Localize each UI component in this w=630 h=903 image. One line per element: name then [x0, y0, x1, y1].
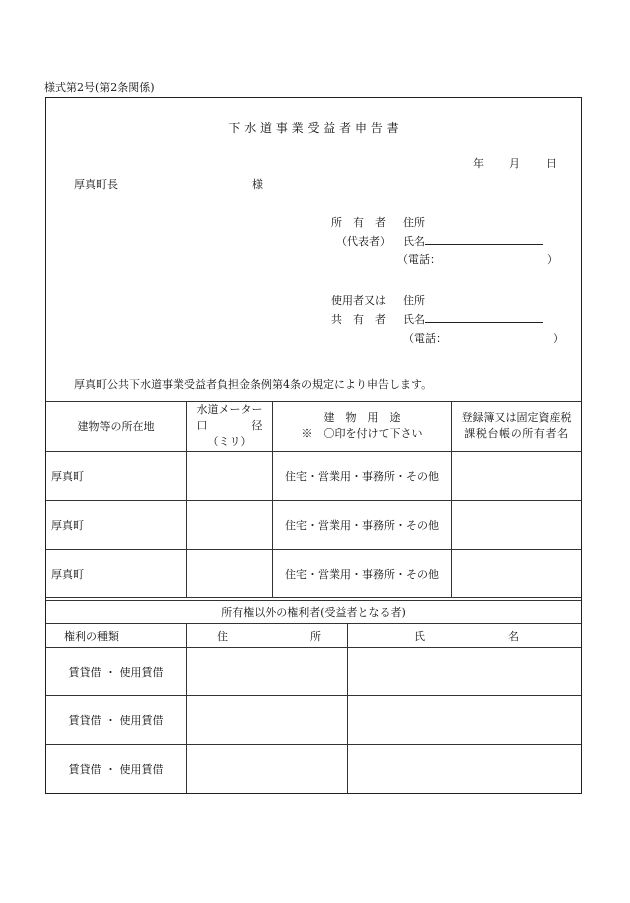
other-row1-right-type[interactable]: 賃貸借 ・ 使用賃借 — [68, 665, 164, 679]
row2-meter-input[interactable] — [187, 501, 271, 549]
declaration-text: 厚真町公共下水道事業受益者負担金条例第4条の規定により申告します。 — [74, 378, 433, 391]
header-right-type: 権利の種類 — [64, 629, 119, 643]
coowner-label: 共 有 者 — [331, 313, 386, 326]
user-phone-close: ） — [553, 332, 564, 345]
owner-name-field[interactable] — [403, 233, 543, 249]
owner-label: 所 有 者 — [331, 216, 386, 229]
row1-location: 厚真町 — [51, 470, 84, 483]
header-registry-owner: 登録簿又は固定資産税 課税台帳の所有者名 — [461, 411, 572, 440]
row3-owner-input[interactable] — [452, 550, 580, 597]
form-title: 下 水 道 事 業 受 益 者 申 告 書 — [228, 121, 399, 135]
date-day-label: 日 — [546, 157, 557, 170]
header-meter-diameter: 水道メーター 口 径 （ミリ） — [196, 403, 263, 448]
row2-use-options[interactable]: 住宅・営業用・事務所・その他 — [285, 519, 439, 532]
addressee-name: 厚真町長 — [74, 178, 118, 191]
header-location: 建物等の所在地 — [77, 420, 155, 433]
row3-meter-input[interactable] — [187, 550, 271, 597]
other-row2-name-input[interactable] — [348, 696, 580, 744]
row1-meter-input[interactable] — [187, 452, 271, 500]
other-row1-name-input[interactable] — [348, 648, 580, 695]
date-year-label: 年 — [473, 157, 484, 170]
other-row1-address-input[interactable] — [187, 648, 347, 695]
other-row3-right-type[interactable]: 賃貸借 ・ 使用賃借 — [68, 763, 164, 776]
owner-address-label: 住所 — [403, 216, 425, 229]
user-name-label: 氏名 — [403, 313, 425, 326]
row1-use-options[interactable]: 住宅・営業用・事務所・その他 — [285, 470, 439, 483]
owner-name-label: 氏名 — [403, 235, 425, 248]
user-label: 使用者又は — [331, 294, 386, 307]
form-frame — [45, 97, 582, 794]
form-number: 様式第2号(第2条関係) — [44, 81, 155, 94]
other-row3-name-input[interactable] — [348, 745, 580, 793]
header-building-use: 建 物 用 途 ※ 〇印を付けて下さい — [301, 411, 423, 440]
owner-phone-open: （電話： — [397, 253, 441, 266]
header-address: 住 所 — [217, 629, 321, 643]
date-month-label: 月 — [509, 157, 520, 170]
row2-location: 厚真町 — [51, 519, 84, 532]
user-phone-open: （電話： — [403, 332, 447, 345]
other-row3-address-input[interactable] — [187, 745, 347, 793]
other-row2-right-type[interactable]: 賃貸借 ・ 使用賃借 — [68, 714, 164, 727]
header-name: 氏 名 — [414, 629, 519, 643]
user-name-field[interactable] — [403, 311, 543, 327]
section-other-rights-title: 所有権以外の権利者(受益者となる者) — [221, 606, 406, 619]
owner-representative-label: （代表者） — [336, 235, 391, 248]
row2-owner-input[interactable] — [452, 501, 580, 549]
addressee-sama: 様 — [252, 178, 263, 191]
owner-phone-close: ） — [547, 253, 558, 266]
user-address-label: 住所 — [403, 294, 425, 307]
other-row2-address-input[interactable] — [187, 696, 347, 744]
row1-owner-input[interactable] — [452, 452, 580, 500]
row3-use-options[interactable]: 住宅・営業用・事務所・その他 — [285, 567, 439, 581]
row3-location: 厚真町 — [51, 567, 84, 581]
